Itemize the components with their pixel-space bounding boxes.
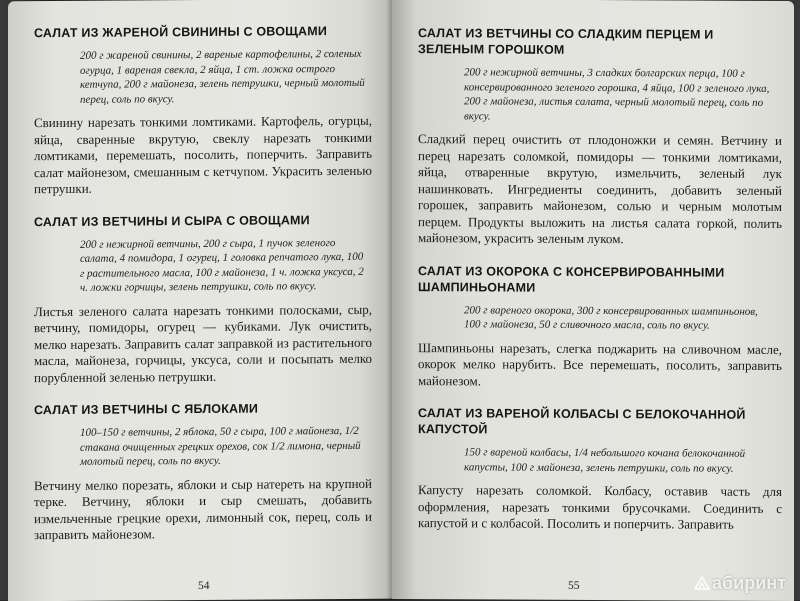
page-number-left: 54 [198,579,210,593]
recipe-method: Листья зеленого салата нарезать тонкими полосками, сыр, ветчину, помидоры, огурец — кубиками. Лук очистить, мелко нарезать. Заправить салат заправкой из растительного масла, майонеза, горчицы, уксуса, соли и посыпать мелко порубленной зеленью петрушки. [34,301,372,385]
recipe-ingredients: 200 г нежирной ветчины, 200 г сыра, 1 пучок зеленого салата, 4 помидора, 1 огурец, 1 головка репчатого лука, 100 г растительного масла, 100 г майонеза, 1 ч. ложка уксуса, 2 ч. ложки горчицы, зелень петрушки, соль по вкусу. [80,236,364,294]
recipe-block [34,400,372,544]
watermark [694,573,786,594]
recipe-title: САЛАТ ИЗ ВЕТЧИНЫ С ЯБЛОКАМИ [34,401,259,418]
recipe-ingredients: 100–150 г ветчины, 2 яблока, 50 г сыра, 100 г майонеза, 1/2 стакана очищенных грецких орехов, сок 1/2 лимона, черный молотый перец, соль по вкусу. [80,424,361,468]
recipe-block [418,25,782,248]
recipe-ingredients: 200 г вареного окорока, 300 г консервированных шампиньонов, 100 г майонеза, 50 г сливочного масла, соль по вкусу. [464,303,758,332]
book-page-right [392,0,794,601]
recipe-method: Сладкий перец очистить от плодоножки и семян. Ветчину и перец нарезать соломкой, помидоры — тонкими ломтиками, яйца, отваренные вкрутую, измельчить, зеленый лук нашинковать. Ингредиенты соединить, добавить зеленый горошек, заправить майонезом, солью и черным молотым перцем. Продукты выложить на листья салата горкой, полить майонезом, украсить зеленым луком. [418,131,782,247]
recipe-method: Шампиньоны нарезать, слегка поджарить на сливочном масле, окорок мелко нарубить. Все перемешать, посолить, заправить майонезом. [418,339,782,388]
recipe-block [418,263,782,391]
recipe-block [34,211,372,386]
recipe-block [34,23,372,198]
labyrinth-logo-icon [694,574,710,588]
recipe-ingredients: 200 г нежирной ветчины, 3 сладких болгарских перца, 100 г консервированного зеленого горошка, 4 яйца, 100 г зеленого лука, 200 г майонеза, листья салата, черный молотый перец, соль по вкусу. [464,66,770,122]
recipe-title: САЛАТ ИЗ ЖАРЕНОЙ СВИНИНЫ С ОВОЩАМИ [34,24,328,41]
recipe-block [418,405,782,533]
recipe-method: Капусту нарезать соломкой. Колбасу, оставив часть для оформления, нарезать тонкими брусочками. Соединить с капустой и с колбасой. Посолить и поперчить. Заправить [418,482,782,532]
page-number-right: 55 [568,579,580,592]
watermark-text: абиринт [712,573,786,593]
recipe-method: Ветчину мелко порезать, яблоки и сыр натереть на крупной терке. Ветчину, яблоки и сыр смешать, добавить измельченные грецкие орехи, лимонный сок, перец, соль и заправить майонезом. [34,475,372,543]
recipe-ingredients: 150 г вареной колбасы, 1/4 небольшого кочана белокочанной капусты, 100 г майонеза, зелень петрушки, соль по вкусу. [464,446,746,475]
recipe-title: САЛАТ ИЗ ВЕТЧИНЫ СО СЛАДКИМ ПЕРЦЕМ И ЗЕЛЕНЫМ ГОРОШКОМ [418,26,714,57]
recipe-title: САЛАТ ИЗ ВЕТЧИНЫ И СЫРА С ОВОЩАМИ [34,212,310,229]
recipe-method: Свинину нарезать тонкими ломтиками. Картофель, огурцы, яйца, сваренные вкрутую, свеклу нарезать тонкими ломтиками, перемешать, посолить, поперчить. Заправить салат майонезом, смешанным с кетчупом. Украсить зеленью петрушки. [34,112,372,197]
recipe-title: САЛАТ ИЗ ОКОРОКА С КОНСЕРВИРОВАННЫМИ ШАМПИНЬОНАМИ [418,263,725,295]
book-page-left [8,0,392,601]
recipe-ingredients: 200 г жареной свинины, 2 вареные картофелины, 2 соленых огурца, 1 вареная свекла, 2 яйца, 1 ст. ложка острого кетчупа, 200 г майонеза, зелень петрушки, черный молотый перец, соль по вкусу. [80,47,365,106]
recipe-title: САЛАТ ИЗ ВАРЕНОЙ КОЛБАСЫ С БЕЛОКОЧАННОЙ КАПУСТОЙ [418,406,746,437]
